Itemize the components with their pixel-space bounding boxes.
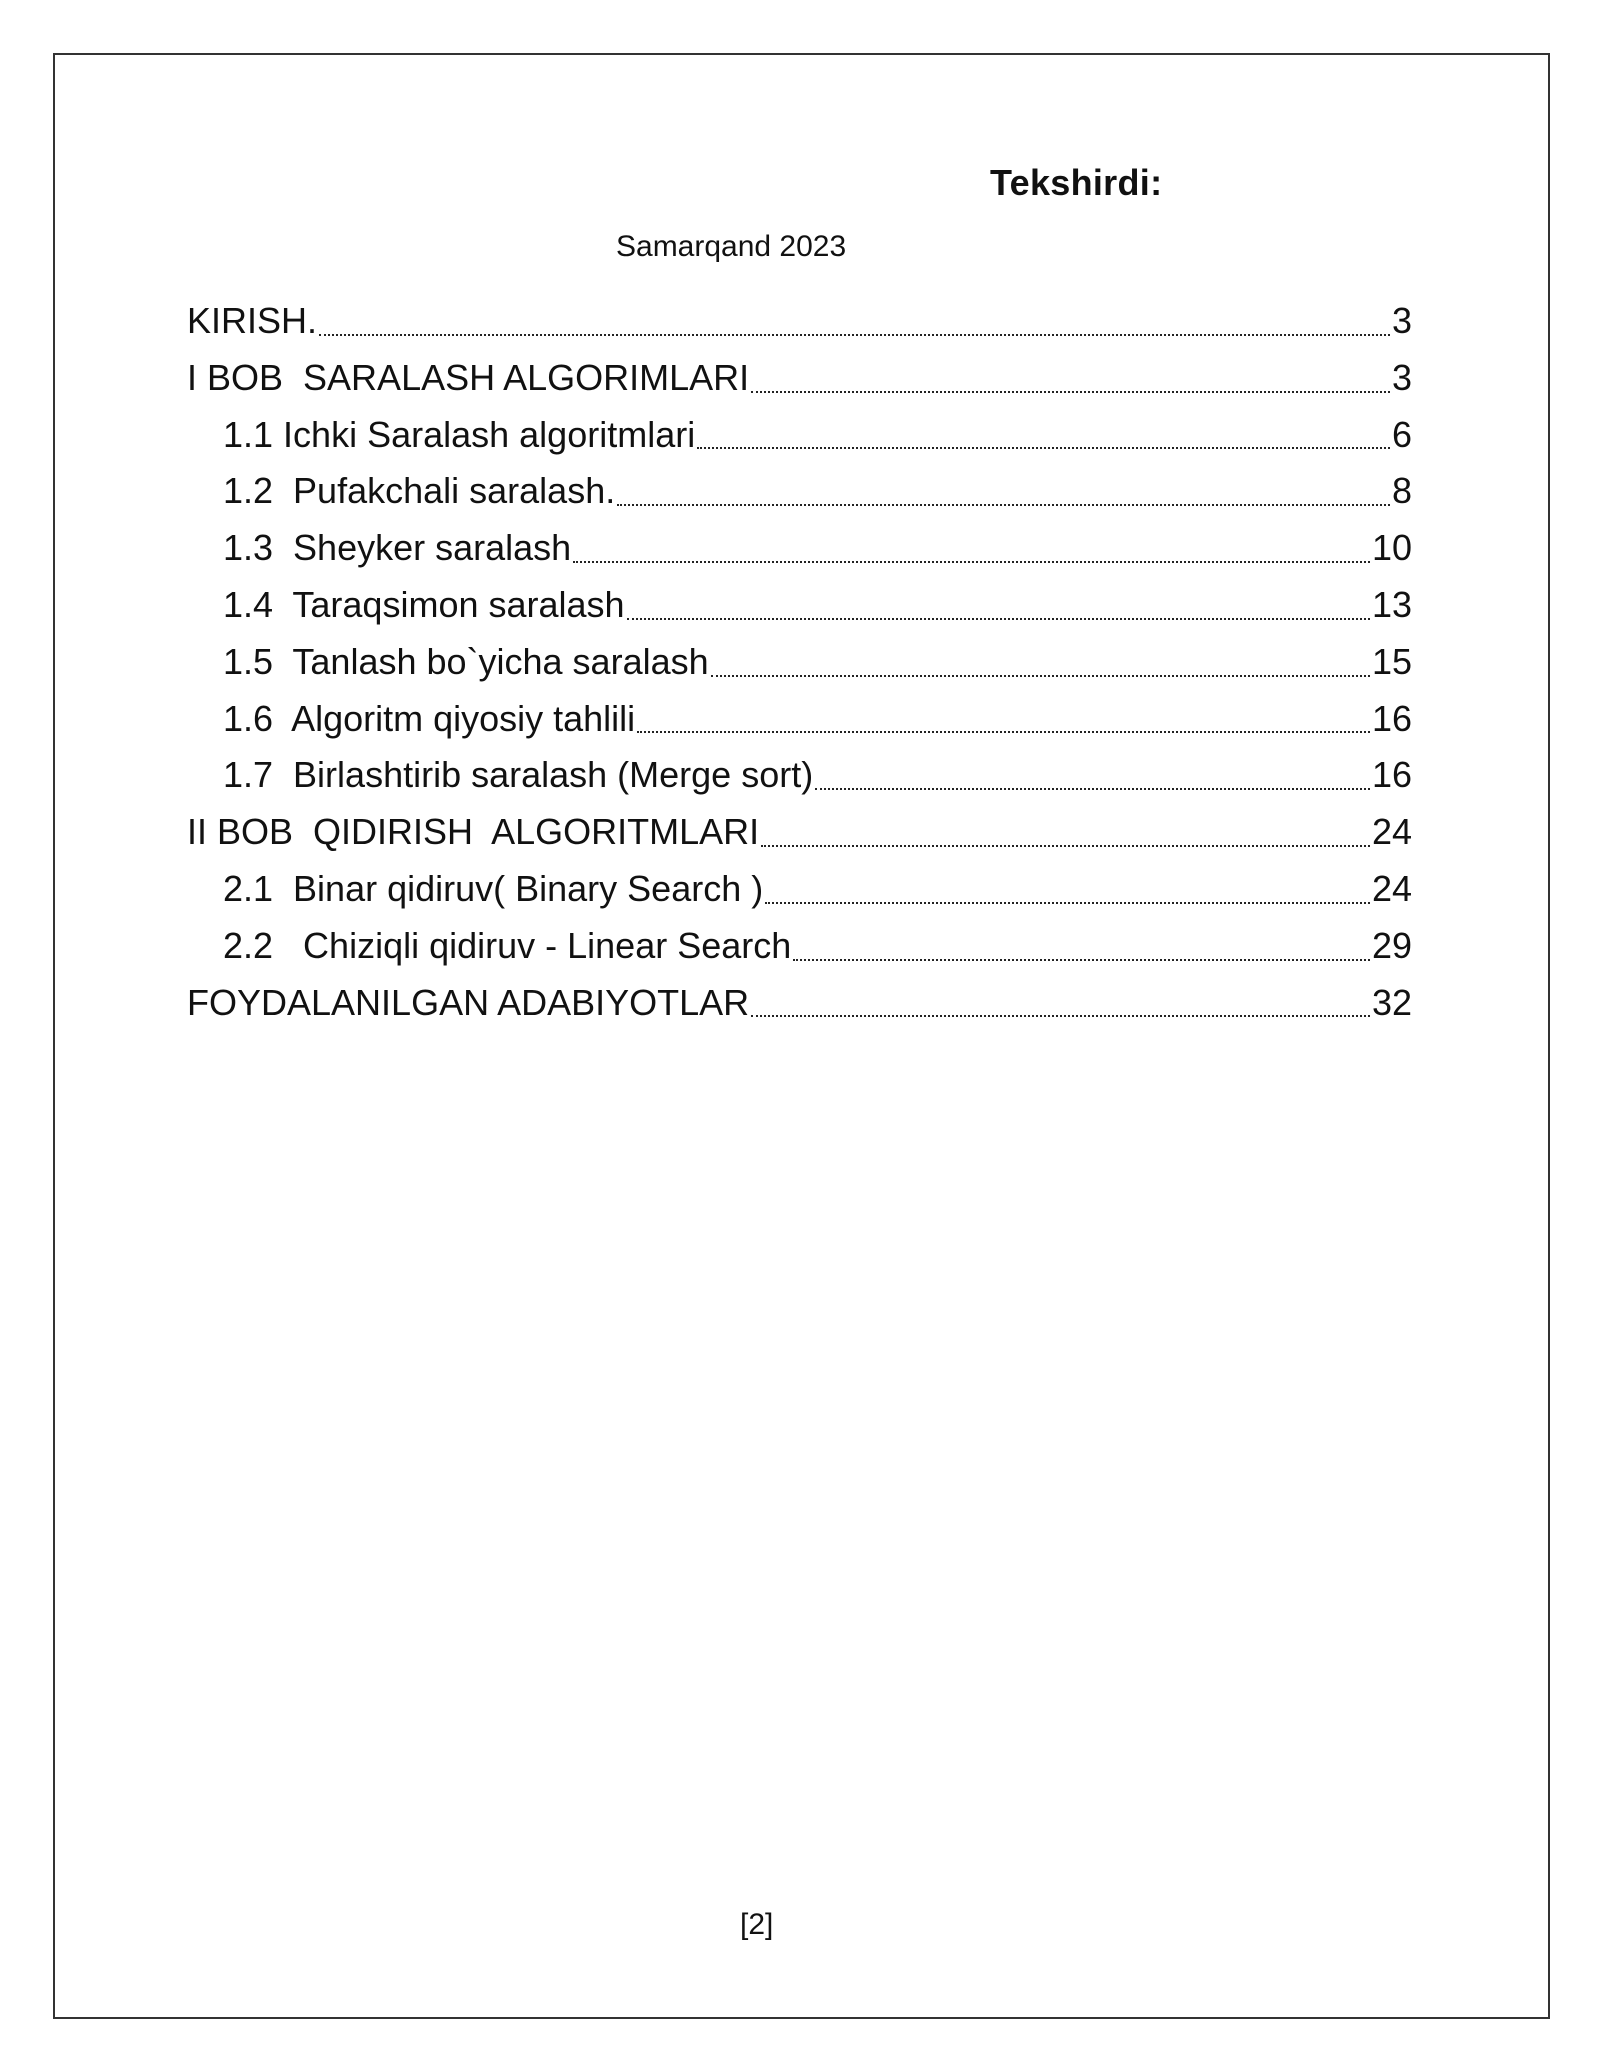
toc-entry-title: 1.6 Algoritm qiyosiy tahlili — [223, 697, 636, 739]
toc-entry-title: 1.2 Pufakchali saralash. — [223, 470, 616, 512]
toc-entry-page: 16 — [1371, 697, 1412, 739]
toc-entry-title: 1.3 Sheyker saralash — [223, 527, 572, 569]
toc-dot-leader — [711, 675, 1370, 677]
toc-entry[interactable] — [187, 577, 1412, 634]
toc-dot-leader — [751, 1015, 1370, 1017]
toc-entry[interactable] — [187, 691, 1412, 748]
toc-entry-title: 1.7 Birlashtirib saralash (Merge sort) — [223, 754, 814, 796]
toc-dot-leader — [319, 334, 1390, 336]
city-year: Samarqand 2023 — [616, 230, 847, 263]
toc-entry[interactable] — [187, 407, 1412, 464]
toc-entry-page: 15 — [1371, 640, 1412, 682]
toc-entry-page: 29 — [1371, 924, 1412, 966]
toc-entry-title: KIRISH. — [187, 300, 318, 341]
toc-entry-page: 13 — [1371, 583, 1412, 625]
toc-dot-leader — [793, 959, 1370, 961]
toc-entry-page: 16 — [1371, 754, 1412, 796]
toc-entry-page: 10 — [1371, 527, 1412, 569]
toc-dot-leader — [751, 391, 1390, 393]
toc-entry-page: 32 — [1371, 981, 1412, 1023]
toc-entry[interactable] — [187, 293, 1412, 350]
toc-entry-title: II BOB QIDIRISH ALGORITMLARI — [187, 811, 760, 853]
toc-dot-leader — [617, 504, 1390, 506]
page-number: [2] — [740, 1908, 774, 1941]
toc-entry[interactable] — [187, 804, 1412, 861]
toc-dot-leader — [815, 788, 1370, 790]
toc-entry-page: 24 — [1371, 867, 1412, 909]
toc-entry[interactable] — [187, 634, 1412, 691]
toc-entry-title: 2.1 Binar qidiruv( Binary Search ) — [223, 867, 764, 909]
toc-entry[interactable] — [187, 918, 1412, 975]
toc-entry-title: FOYDALANILGAN ADABIYOTLAR — [187, 981, 750, 1023]
toc-dot-leader — [761, 845, 1370, 847]
toc-entry-title: 1.1 Ichki Saralash algoritmlari — [223, 413, 696, 455]
toc-entry[interactable] — [187, 520, 1412, 577]
toc-dot-leader — [765, 902, 1370, 904]
toc-entry-page: 3 — [1391, 356, 1412, 398]
toc-entry-title: 2.2 Chiziqli qidiruv - Linear Search — [223, 924, 792, 966]
toc-dot-leader — [627, 618, 1370, 620]
checked-by-label: Tekshirdi: — [990, 162, 1163, 203]
toc-entry-page: 3 — [1391, 300, 1412, 341]
toc-entry[interactable] — [187, 350, 1412, 407]
toc-entry-title: 1.5 Tanlash bo`yicha saralash — [223, 640, 709, 682]
toc-entry[interactable] — [187, 861, 1412, 918]
toc-dot-leader — [697, 447, 1390, 449]
toc-entry-page: 8 — [1391, 470, 1412, 512]
toc-dot-leader — [637, 731, 1370, 733]
toc-entry[interactable] — [187, 463, 1412, 520]
toc-entry-title: I BOB SARALASH ALGORIMLARI — [187, 356, 750, 398]
toc-dot-leader — [573, 561, 1370, 563]
toc-entry-title: 1.4 Taraqsimon saralash — [223, 583, 625, 625]
toc-entry-page: 6 — [1391, 413, 1412, 455]
toc-entry-page: 24 — [1371, 811, 1412, 853]
table-of-contents — [187, 293, 1412, 1031]
toc-entry[interactable] — [187, 747, 1412, 804]
toc-entry[interactable] — [187, 975, 1412, 1032]
